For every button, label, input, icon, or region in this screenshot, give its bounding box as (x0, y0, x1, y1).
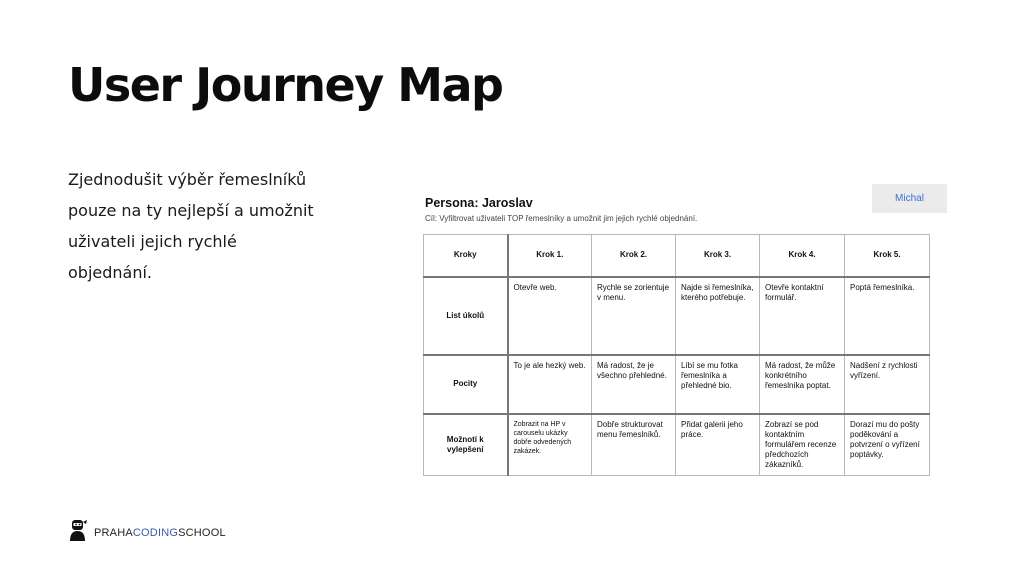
step-header: Krok 1. (508, 235, 592, 277)
table-cell: Otevře kontaktní formulář. (760, 277, 845, 355)
table-cell: Zobrazí se pod kontaktním formulářem recenze předchozích zákazníků. (760, 414, 845, 476)
ninja-icon (68, 519, 88, 546)
slide-title: User Journey Map (68, 58, 503, 112)
step-header: Krok 3. (676, 235, 760, 277)
logo-wordmark (94, 527, 226, 539)
table-cell: Přidat galerii jeho práce. (676, 414, 760, 476)
persona-title: Persona: Jaroslav (425, 196, 533, 210)
slide-goal-text: Zjednodušit výběr řemeslníků pouze na ty nejlepší a umožnit uživateli jejich rychlé objednání. (68, 170, 314, 282)
table-cell: Otevře web. (508, 277, 592, 355)
table-cell: Rychle se zorientuje v menu. (592, 277, 676, 355)
table-cell: Nadšení z rychlosti vyřízení. (845, 355, 930, 414)
logo-part-praha: PRAHA (94, 526, 133, 539)
persona-goal: Cíl: Vyfiltrovat uživateli TOP řemeslníky a umožnit jim jejich rychlé objednání. (425, 214, 698, 223)
table-cell: Poptá řemeslníka. (845, 277, 930, 355)
table-cell: Zobrazit na HP v carouselu ukázky dobře odvedených zakázek. (508, 414, 592, 476)
persona-switch-button[interactable]: Michal (872, 184, 947, 213)
row-label: Možnotí k vylepšení (424, 414, 508, 476)
table-cell: Líbí se mu fotka řemeslníka a přehledné bio. (676, 355, 760, 414)
table-cell: Má radost, že může konkrétního řemeslníka poptat. (760, 355, 845, 414)
step-header: Krok 4. (760, 235, 845, 277)
table-cell: Najde si řemeslníka, kterého potřebuje. (676, 277, 760, 355)
school-logo (68, 519, 226, 546)
table-row (424, 414, 930, 476)
corner-header: Kroky (424, 235, 508, 277)
step-header: Krok 5. (845, 235, 930, 277)
table-row (424, 355, 930, 414)
logo-part-school: SCHOOL (178, 526, 226, 539)
row-label: List úkolů (424, 277, 508, 355)
journey-map-table (423, 234, 930, 476)
table-header-row (424, 235, 930, 277)
table-cell: To je ale hezký web. (508, 355, 592, 414)
logo-part-coding: CODING (132, 526, 179, 539)
table-cell: Dorazí mu do pošty poděkování a potvrzení o vyřízení poptávky. (845, 414, 930, 476)
row-label: Pocity (424, 355, 508, 414)
table-cell: Dobře strukturovat menu řemeslníků. (592, 414, 676, 476)
table-row (424, 277, 930, 355)
table-cell: Má radost, že je všechno přehledné. (592, 355, 676, 414)
step-header: Krok 2. (592, 235, 676, 277)
